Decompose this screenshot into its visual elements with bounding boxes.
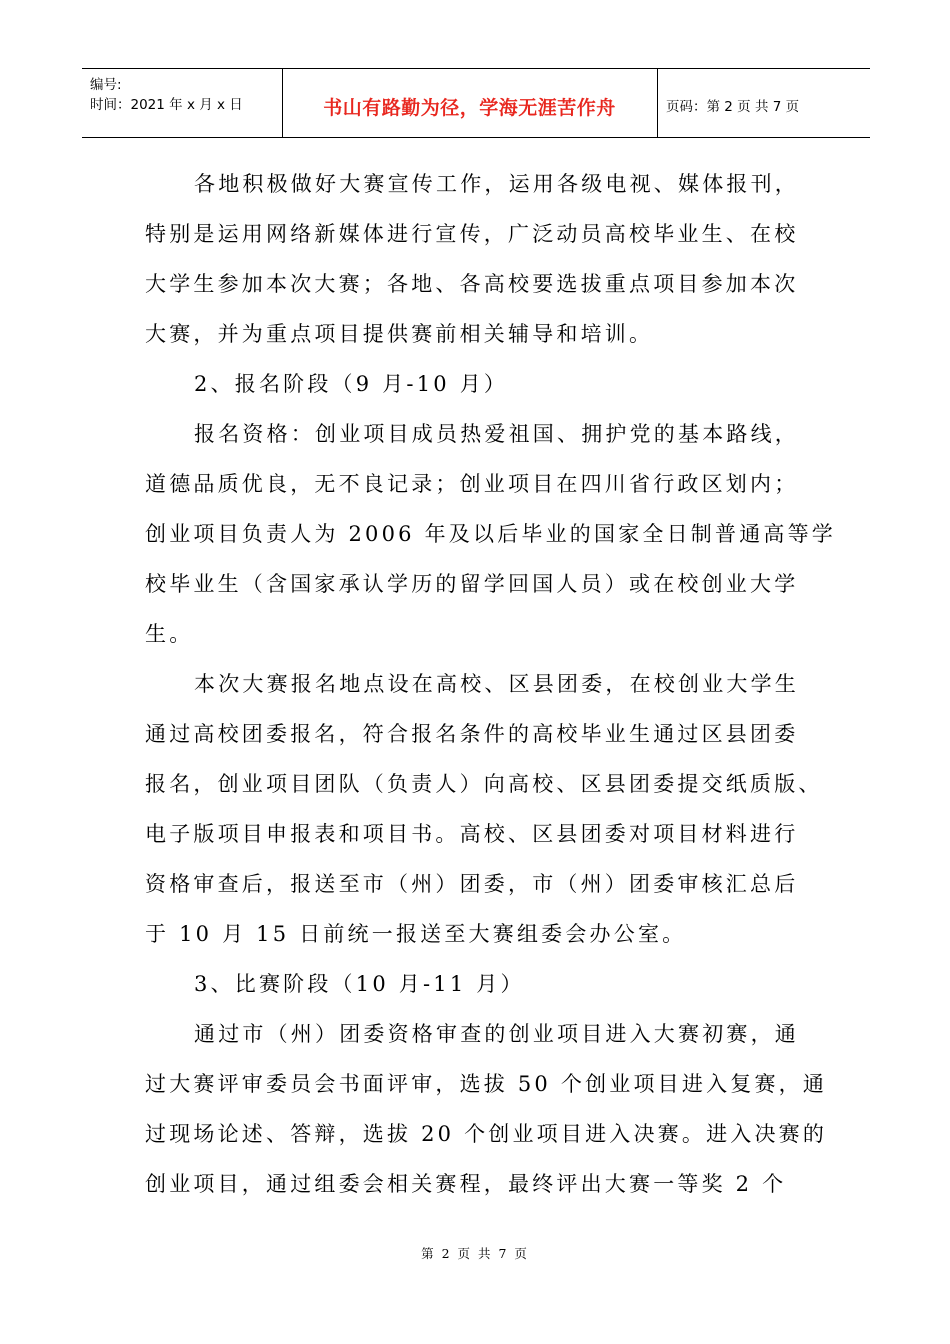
body-line: 大赛，并为重点项目提供赛前相关辅导和培训。 — [145, 322, 654, 346]
body-line: 各地积极做好大赛宣传工作，运用各级电视、媒体报刊， — [194, 172, 799, 196]
body-line: 过大赛评审委员会书面评审，选拔 50 个创业项目进入复赛，通 — [145, 1072, 828, 1096]
body-line: 校毕业生（含国家承认学历的留学回国人员）或在校创业大学 — [145, 572, 799, 596]
section-heading: 2、报名阶段（9 月-10 月） — [194, 372, 509, 396]
body-line: 本次大赛报名地点设在高校、区县团委，在校创业大学生 — [194, 672, 799, 696]
header-motto-cell — [282, 69, 657, 137]
body-line: 过现场论述、答辩，选拔 20 个创业项目进入决赛。进入决赛的 — [145, 1122, 828, 1146]
header-page-code: 页码：第 2 页 共 7 页 — [666, 99, 800, 115]
body-line: 创业项目，通过组委会相关赛程，最终评出大赛一等奖 2 个 — [145, 1172, 787, 1196]
body-line: 创业项目负责人为 2006 年及以后毕业的国家全日制普通高等学 — [145, 522, 836, 546]
body-line: 报名资格：创业项目成员热爱祖国、拥护党的基本路线， — [194, 422, 799, 446]
document-number-label: 编号: — [90, 77, 122, 93]
body-line: 特别是运用网络新媒体进行宣传，广泛动员高校毕业生、在校 — [145, 222, 799, 246]
header-left-cell — [82, 69, 282, 137]
section-heading: 3、比赛阶段（10 月-11 月） — [194, 972, 525, 996]
body-line: 通过高校团委报名，符合报名条件的高校毕业生通过区县团委 — [145, 722, 799, 746]
body-line: 通过市（州）团委资格审查的创业项目进入大赛初赛，通 — [194, 1022, 799, 1046]
body-line: 资格审查后，报送至市（州）团委，市（州）团委审核汇总后 — [145, 872, 799, 896]
body-line: 报名，创业项目团队（负责人）向高校、区县团委提交纸质版、 — [145, 772, 823, 796]
body-line: 生。 — [145, 622, 194, 646]
document-date-label: 时间：2021 年 x 月 x 日 — [90, 97, 243, 113]
body-line: 大学生参加本次大赛；各地、各高校要选拔重点项目参加本次 — [145, 272, 799, 296]
header-right-cell — [657, 69, 870, 137]
header-motto: 书山有路勤为径，学海无涯苦作舟 — [323, 97, 616, 119]
page-header — [82, 68, 870, 138]
page-footer: 第 2 页 共 7 页 — [421, 1246, 529, 1261]
body-line: 电子版项目申报表和项目书。高校、区县团委对项目材料进行 — [145, 822, 799, 846]
body-line: 道德品质优良，无不良记录；创业项目在四川省行政区划内； — [145, 472, 799, 496]
body-line: 于 10 月 15 日前统一报送至大赛组委会办公室。 — [145, 922, 687, 946]
